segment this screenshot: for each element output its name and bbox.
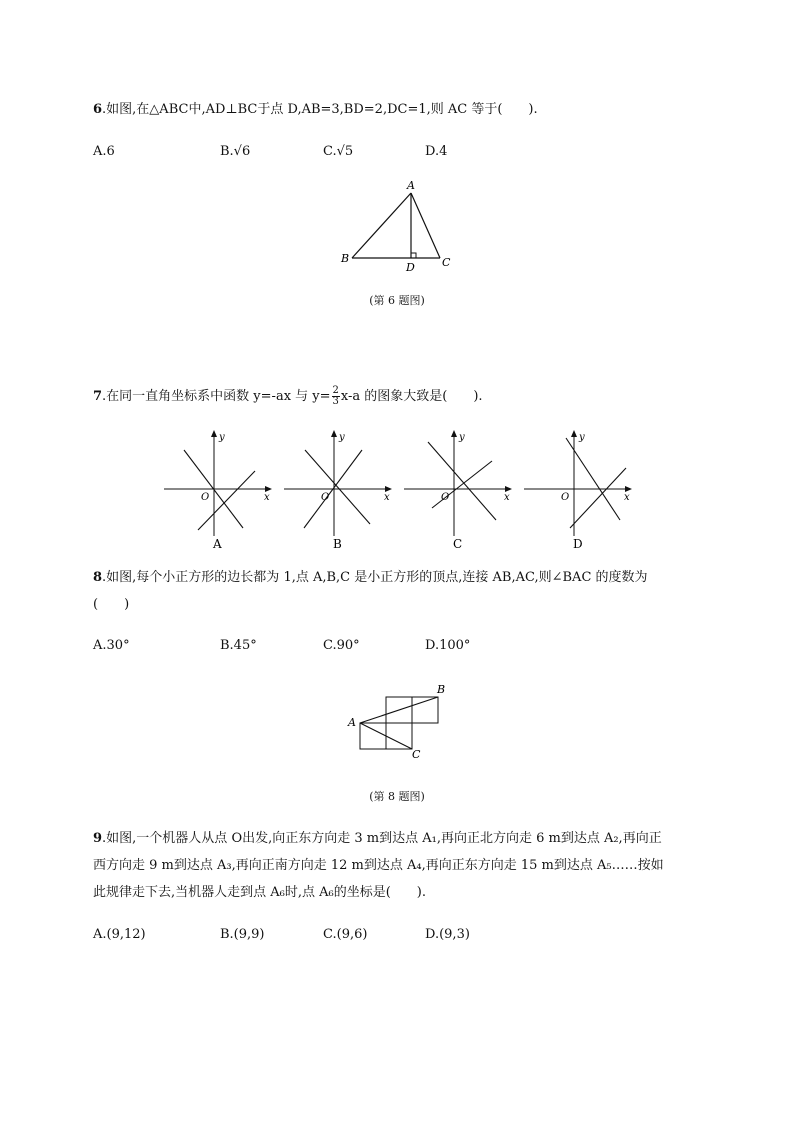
q9-stem-line2: 西方向走 9 m到达点 A₃,再向正南方向走 12 m到达点 A₄,再向正东方向走 15 m到达点 A₅……按如: [93, 858, 664, 873]
q7-text-post: x-a 的图象大致是( ).: [340, 389, 483, 404]
q6-option-d[interactable]: D.4: [425, 144, 448, 159]
q7-number: 7: [93, 389, 103, 404]
q9-stem-line1: [93, 830, 662, 848]
q7-graph-d-label: D: [573, 537, 583, 551]
q7-frac-num: 2: [332, 385, 339, 396]
q8-option-d[interactable]: D.100°: [425, 638, 471, 653]
q6-side-ac: [411, 193, 440, 258]
q6-number: 6: [93, 102, 103, 117]
q6-option-a[interactable]: A.6: [93, 144, 115, 159]
q7-frac-den: 3: [332, 396, 339, 407]
q8-label-a: A: [348, 716, 356, 729]
q9-option-c[interactable]: C.(9,6): [323, 927, 368, 942]
q7-graph-c-label: C: [453, 537, 463, 551]
q6-label-d: D: [406, 261, 415, 274]
q8-label-b: B: [437, 683, 446, 696]
q6-label-b: B: [341, 252, 350, 265]
q8-option-b[interactable]: B.45°: [220, 638, 257, 653]
svg-text:y: y: [219, 432, 225, 443]
svg-text:x: x: [504, 492, 510, 503]
q6-side-ab: [352, 193, 411, 258]
q9-option-b[interactable]: B.(9,9): [220, 927, 265, 942]
q8-number: 8: [93, 570, 103, 585]
q8-label-c: C: [412, 748, 421, 760]
q8-segment-ab: [360, 697, 438, 723]
q7-graph-a-label: A: [213, 537, 222, 551]
q8-text-line1: .如图,每个小正方形的边长都为 1,点 A,B,C 是小正方形的顶点,连接 AB,AC,则∠BAC 的度数为: [102, 570, 648, 585]
q8-stem-line2: ( ): [93, 597, 130, 612]
svg-text:y: y: [339, 432, 345, 443]
q8-option-c[interactable]: C.90°: [323, 638, 360, 653]
q7-fraction: [332, 386, 340, 407]
q7-text-pre: .在同一直角坐标系中函数 y=-ax 与 y=: [102, 389, 331, 404]
q6-caption: (第 6 题图): [369, 294, 425, 307]
q6-label-a: A: [407, 179, 415, 192]
svg-text:O: O: [441, 492, 450, 503]
svg-text:y: y: [459, 432, 465, 443]
svg-text:O: O: [201, 492, 210, 503]
svg-text:O: O: [561, 492, 570, 503]
q8-grid-figure: [340, 680, 460, 760]
q9-number: 9: [93, 831, 103, 846]
q7-graph-c[interactable]: [400, 428, 515, 553]
q6-label-c: C: [442, 256, 451, 269]
q6-text: .如图,在△ABC中,AD⊥BC于点 D,AB=3,BD=2,DC=1,则 AC 等于( ).: [102, 102, 538, 117]
q9-stem-line3: 此规律走下去,当机器人走到点 A₆时,点 A₆的坐标是( ).: [93, 885, 427, 900]
q8-caption: (第 8 题图): [369, 790, 425, 803]
q7-graph-b-label: B: [333, 537, 342, 551]
q6-option-c[interactable]: C.√5: [323, 144, 354, 159]
q6-right-angle-mark: [411, 253, 416, 258]
svg-text:O: O: [321, 492, 330, 503]
q7-graph-a[interactable]: [160, 428, 275, 553]
svg-text:x: x: [264, 492, 270, 503]
q8-stem-line1: [93, 569, 648, 587]
q7-graph-d[interactable]: [520, 428, 635, 553]
svg-text:y: y: [579, 432, 585, 443]
q9-option-d[interactable]: D.(9,3): [425, 927, 470, 942]
svg-text:x: x: [624, 492, 630, 503]
q6-stem: [93, 101, 538, 119]
q7-stem: [93, 386, 483, 407]
q9-option-a[interactable]: A.(9,12): [93, 927, 146, 942]
q6-option-b[interactable]: B.√6: [220, 144, 251, 159]
svg-text:x: x: [384, 492, 390, 503]
q7-graph-b[interactable]: [280, 428, 395, 553]
q8-option-a[interactable]: A.30°: [93, 638, 130, 653]
q9-text-line1: .如图,一个机器人从点 O出发,向正东方向走 3 m到达点 A₁,再向正北方向走 6 m到达点 A₂,再向正: [102, 831, 662, 846]
q6-triangle-figure: [330, 175, 460, 275]
